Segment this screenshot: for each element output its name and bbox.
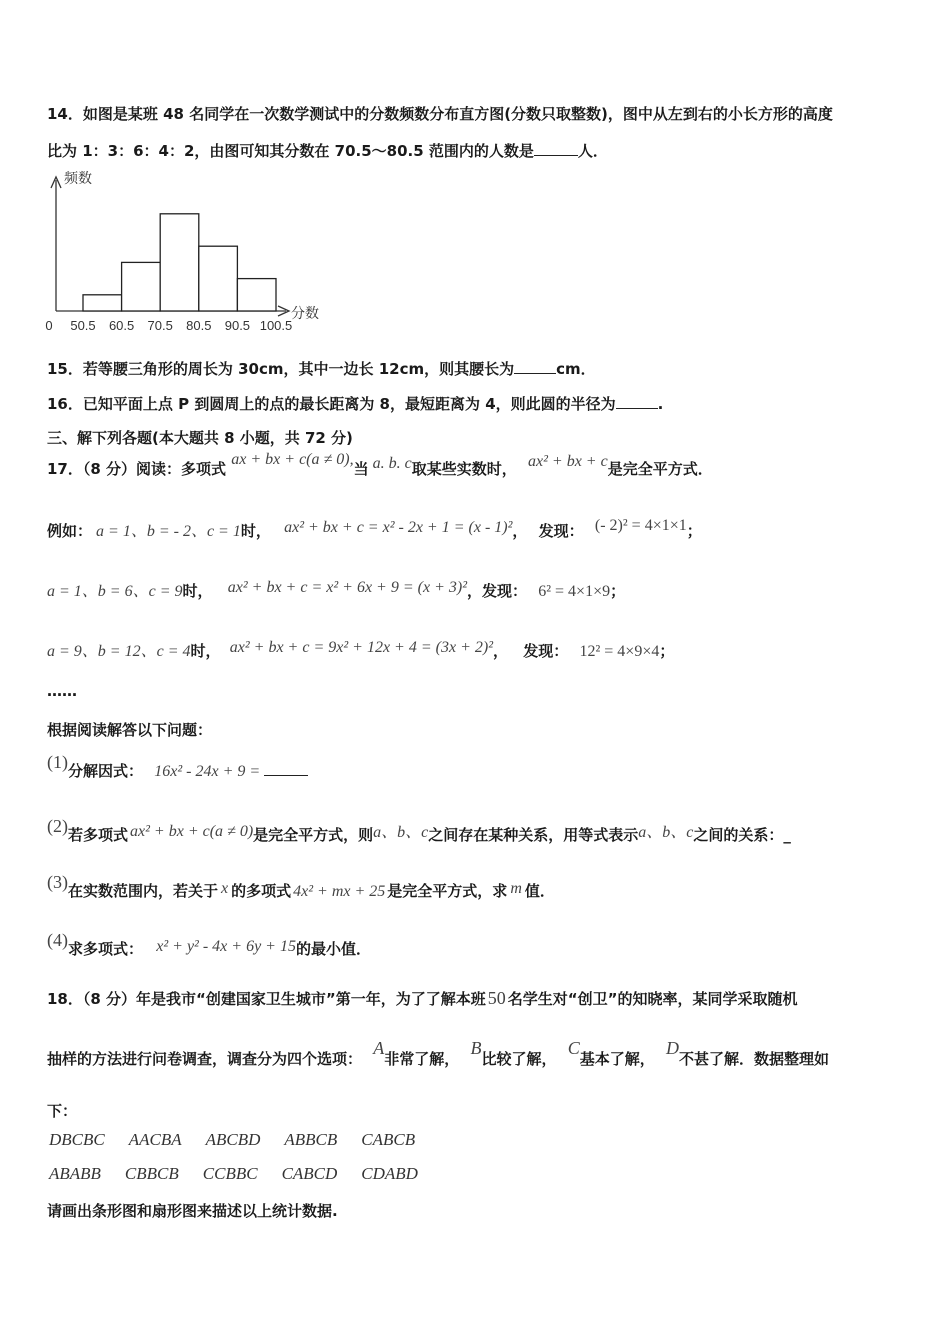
math-expr: 12² = 4×9×4 [579,643,660,660]
x-label: 分数 [291,305,319,321]
part-number: (1) [47,752,68,772]
part-text: 值． [524,882,555,900]
math-expr: a、b、c [373,824,429,841]
histogram-bar [160,214,199,311]
example-text: 时， [240,522,271,540]
example-text: ； [686,522,702,540]
q17-prompt: 根据阅读解答以下问题： [47,721,213,739]
part-text: 的最小值． [295,940,371,958]
q17-example1 [47,518,702,541]
histogram-bar [122,262,161,311]
q17-intro-text3: 是完全平方式． [607,460,713,478]
q16-end: . [657,395,664,413]
example-label: 例如： [47,522,93,540]
math-expr: ax² + bx + c [528,453,608,470]
example-text: ； [610,582,626,600]
q17-part4 [47,930,371,959]
answer-blank[interactable] [616,394,658,409]
math-expr: m [510,880,522,897]
q18-text: 18．（8 分）年是我市“创建国家卫生城市”第一年，为了了解本班 [47,990,486,1008]
x-tick-label: 70.5 [147,318,173,333]
part-number: (3) [47,872,68,892]
option-text: 不甚了解．数据整理如 [679,1050,830,1068]
example-text: 时， [190,642,221,660]
q14-line2 [47,140,608,161]
math-expr: (- 2)² = 4×1×1 [594,517,687,534]
x-tick-label: 90.5 [224,318,251,333]
histogram [40,168,340,338]
q15 [47,358,596,379]
math-expr: ax² + bx + c(a ≠ 0) [130,823,254,840]
option-text: 比较了解， [481,1050,557,1068]
survey-code: AACBA [128,1130,182,1149]
math-expr: a、b、c [638,824,694,841]
q18-end: 请画出条形图和扇形图来描述以上统计数据. [47,1202,338,1220]
part-text: 之间存在某种关系，用等式表示 [428,826,639,844]
math-expr: 16x² - 24x + 9 = [154,763,261,780]
q18-text: 抽样的方法进行问卷调查，调查分为四个选项： [47,1050,363,1068]
q17-part2 [47,816,791,845]
histogram-bar [237,279,276,311]
survey-code: CCBBC [202,1164,258,1183]
q17-example3 [47,638,674,661]
q16-text: 16．已知平面上点 P 到圆周上的点的最长距离为 8，最短距离为 4，则此圆的半径为 [47,395,616,413]
x-tick-label: 60.5 [108,318,135,333]
option-letter: D [666,1038,680,1058]
survey-code: ABBCB [284,1130,338,1149]
section-heading: 三、解下列各题(本大题共 8 小题，共 72 分) [47,429,353,447]
y-label: 频数 [64,170,92,186]
x-tick-label: 50.5 [70,318,96,333]
example-text: ，发现： [466,582,527,600]
q17-example2 [47,578,625,601]
q17-intro [47,451,713,479]
math-expr: a = 1、b = - 2、c = 1 [96,523,241,540]
q15-unit: cm． [556,360,596,378]
q17-intro-text2: 取某些实数时， [411,460,517,478]
answer-blank[interactable] [534,141,578,156]
math-expr: ax² + bx + c = 9x² + 12x + 4 = (3x + 2)² [229,639,493,656]
math-expr: a. b. c [372,455,412,472]
survey-code: CABCD [281,1164,338,1183]
math-expr: 50 [487,988,506,1008]
option-letter: B [470,1038,482,1058]
survey-code: DBCBC [49,1130,105,1149]
answer-blank[interactable] [514,359,556,374]
q18-line1 [47,988,797,1009]
part-text: 是完全平方式，则 [253,826,374,844]
survey-code: CDABD [361,1164,418,1183]
origin-label: 0 [45,318,53,333]
q14-line1: 14．如图是某班 48 名同学在一次数学测试中的分数频数分布直方图(分数只取整数)，图中从左到右的小长方形的高度 [47,105,833,123]
part-text: 的多项式 [231,882,292,900]
q18-line3: 下： [47,1102,78,1120]
q16 [47,393,663,414]
math-expr: x² + y² - 4x + 6y + 15 [156,938,296,955]
example-text: ， [512,522,528,540]
q18-line2 [47,1038,830,1069]
q17-intro-when: 当 [353,460,369,478]
math-expr: ax² + bx + c = x² - 2x + 1 = (x - 1)² [284,519,513,536]
example-text: 时， [182,582,213,600]
option-text: 非常了解， [384,1050,460,1068]
survey-code: ABCBD [205,1130,261,1149]
survey-code: CBBCB [124,1164,179,1183]
example-text: 发现： [523,642,569,660]
q14-unit: 人． [577,142,608,160]
math-expr: 4x² + mx + 25 [293,883,386,900]
part-text: 若多项式 [68,826,129,844]
math-expr: x [221,880,229,897]
x-tick-label: 100.5 [259,318,293,333]
histogram-bar [199,246,238,311]
survey-code: ABABB [49,1164,101,1183]
survey-row-2 [49,1164,442,1184]
part-number: (4) [47,930,68,950]
part-text: 求多项式： [68,940,144,958]
math-expr: ax + bx + c(a ≠ 0), [231,451,354,468]
math-expr: 6² = 4×1×9 [538,583,611,600]
option-text: 基本了解， [579,1050,655,1068]
part-number: (2) [47,816,68,836]
q14-line2-text: 比为 1：3：6：4：2，由图可知其分数在 70.5～80.5 范围内的人数是 [47,142,534,160]
option-letter: A [373,1038,385,1058]
math-expr: a = 1、b = 6、c = 9 [47,583,183,600]
part-text: 是完全平方式，求 [387,882,508,900]
part-text: 在实数范围内，若关于 [68,882,219,900]
part-text: 之间的关系：_ [693,826,791,844]
ellipsis: …… [47,682,77,700]
q18-text: 名学生对“创卫”的知晓率，某同学采取随机 [507,990,798,1008]
part-text: 分解因式： [68,762,144,780]
q17-part3 [47,872,555,901]
survey-row-1 [49,1130,439,1150]
example-text: 发现： [538,522,584,540]
q15-text: 15．若等腰三角形的周长为 30cm，其中一边长 12cm，则其腰长为 [47,360,515,378]
answer-blank[interactable] [264,761,308,776]
q17-part1 [47,752,308,781]
example-text: ， [492,642,508,660]
example-text: ； [659,642,675,660]
x-tick-label: 80.5 [186,318,212,333]
q17-intro-text: 17．（8 分）阅读：多项式 [47,460,227,478]
math-expr: a = 9、b = 12、c = 4 [47,643,191,660]
option-letter: C [567,1038,580,1058]
survey-code: CABCB [361,1130,416,1149]
histogram-bar [83,295,122,311]
math-expr: ax² + bx + c = x² + 6x + 9 = (x + 3)² [227,579,467,596]
